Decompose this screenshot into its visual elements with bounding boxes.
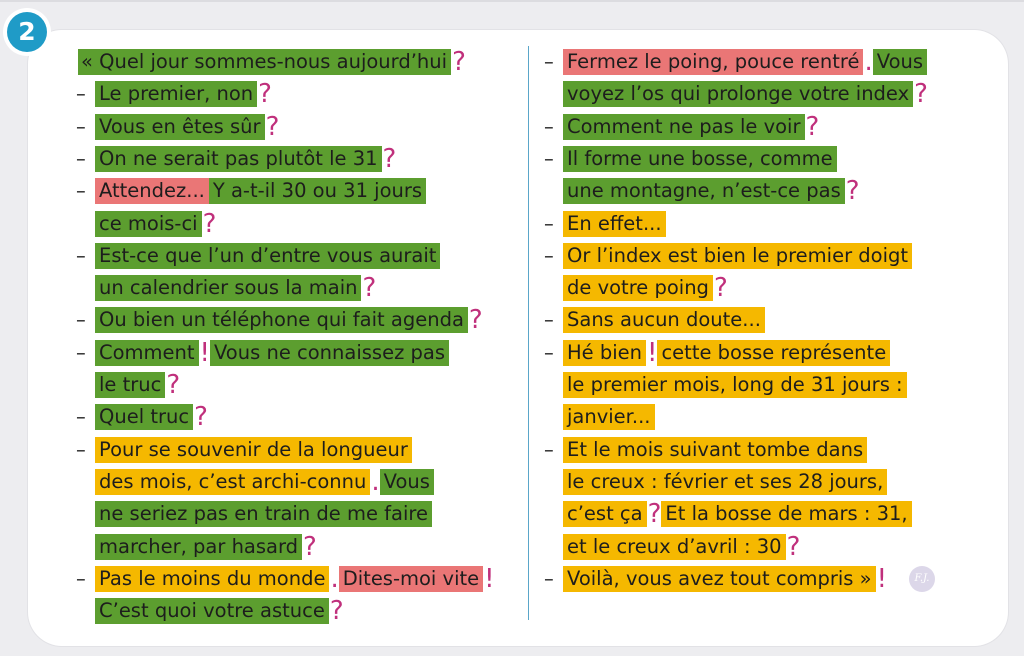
highlighted-text: Le premier, non: [95, 81, 257, 107]
highlighted-text: de votre poing: [563, 275, 713, 301]
dialogue-dash: –: [544, 340, 554, 364]
highlighted-text: ce mois-ci: [95, 211, 202, 237]
dialogue-line: [563, 499, 912, 530]
highlighted-text: Vous: [873, 49, 927, 75]
highlighted-text: En effet...: [563, 211, 666, 237]
highlighted-text: Attendez...: [95, 178, 209, 204]
punctuation-mark: ?: [166, 370, 181, 400]
punctuation-mark: ?: [329, 596, 344, 627]
dialogue-line: [76, 111, 280, 142]
highlighted-text: Est-ce que l’un d’entre vous aurait: [95, 243, 440, 269]
dialogue-line: [76, 337, 449, 368]
dialogue-dash: –: [76, 146, 86, 170]
punctuation-mark: ?: [194, 402, 208, 433]
dialogue-line: [76, 305, 483, 336]
dialogue-line: [76, 143, 397, 174]
highlighted-text: Vous ne connaissez pas: [210, 340, 449, 366]
dialogue-line: [76, 437, 412, 463]
highlighted-text: une montagne, n’est-ce pas: [563, 178, 845, 204]
dialogue-dash: –: [544, 308, 554, 332]
punctuation-mark: ?: [265, 111, 280, 142]
punctuation-mark: !: [199, 337, 210, 368]
highlighted-text: le truc: [95, 372, 165, 398]
highlighted-text: Quel truc: [95, 404, 193, 430]
punctuation-mark: ?: [452, 47, 466, 77]
highlighted-text: c’est ça: [563, 501, 647, 527]
dialogue-dash: –: [76, 340, 86, 364]
dialogue-line: [76, 79, 272, 110]
dialogue-line: [76, 178, 426, 204]
highlighted-text: Comment: [95, 340, 199, 366]
dialogue-line: [95, 372, 180, 398]
highlighted-text: Pour se souvenir de la longueur: [95, 437, 412, 463]
highlighted-text: le premier mois, long de 31 jours :: [563, 372, 907, 398]
dialogue-line: [563, 79, 928, 110]
highlighted-text: Vous en êtes sûr: [95, 114, 265, 140]
dialogue-line: [544, 307, 765, 333]
highlighted-text: Ou bien un téléphone qui fait agenda: [95, 307, 468, 333]
dialogue-dash: –: [544, 50, 554, 73]
dialogue-dash: –: [76, 82, 86, 106]
highlighted-text: Dites-moi vite: [339, 566, 483, 592]
punctuation-mark: .: [864, 47, 873, 77]
dialogue-line: [563, 469, 887, 495]
dialogue-line: [95, 531, 317, 562]
punctuation-mark: ?: [382, 143, 397, 174]
dialogue-line: [95, 596, 344, 627]
dialogue-dash: –: [76, 437, 86, 461]
punctuation-mark: ?: [202, 208, 217, 239]
highlighted-text: janvier...: [563, 404, 655, 430]
highlighted-text: Et la bosse de mars : 31,: [661, 501, 911, 527]
highlighted-text: un calendrier sous la main: [95, 275, 361, 301]
highlighted-text: voyez l’os qui prolonge votre index: [563, 81, 913, 107]
dialogue-dash: –: [544, 146, 554, 170]
highlighted-text: cette bosse représente: [657, 340, 890, 366]
highlighted-text: « Quel jour sommes-nous aujourd’hui: [78, 49, 451, 75]
punctuation-mark: ?: [786, 531, 801, 562]
dialogue-dash: –: [544, 211, 554, 235]
punctuation-mark: ?: [647, 499, 662, 530]
highlighted-text: Vous: [380, 469, 434, 495]
dialogue-dash: –: [544, 566, 554, 590]
highlighted-text: Pas le moins du monde: [95, 566, 329, 592]
dialogue-line: [76, 243, 440, 269]
highlighted-text: Comment ne pas le voir: [563, 114, 805, 140]
punctuation-mark: .: [371, 466, 380, 497]
dialogue-line: [563, 531, 801, 562]
dialogue-line: [544, 337, 890, 368]
dialogue-line: [544, 563, 888, 594]
punctuation-mark: !: [484, 563, 495, 594]
highlighted-text: Hé bien: [563, 340, 646, 366]
highlighted-text: Fermez le poing, pouce rentré: [563, 49, 863, 75]
punctuation-mark: ?: [258, 79, 272, 110]
dialogue-dash: –: [76, 114, 86, 138]
punctuation-mark: .: [330, 563, 339, 594]
dialogue-line: [76, 563, 495, 594]
dialogue-dash: –: [76, 179, 86, 203]
highlighted-text: Or l’index est bien le premier doigt: [563, 243, 912, 269]
dialogue-dash: –: [76, 405, 86, 429]
dialogue-dash: –: [76, 243, 86, 267]
punctuation-mark: !: [876, 563, 888, 594]
dialogue-line: [544, 146, 837, 172]
top-rule: [0, 0, 1024, 2]
dialogue-line: [76, 402, 208, 433]
highlighted-text: Sans aucun doute...: [563, 307, 765, 333]
highlighted-text: et le creux d’avril : 30: [563, 534, 786, 560]
highlighted-text: Il forme une bosse, comme: [563, 146, 837, 172]
punctuation-mark: ?: [362, 273, 377, 304]
dialogue-line: [544, 211, 666, 237]
dialogue-line: [544, 111, 820, 142]
highlighted-text: Et le mois suivant tombe dans: [563, 437, 867, 463]
dialogue-line: [563, 176, 860, 207]
dialogue-line: [95, 273, 377, 304]
dialogue-line: [544, 437, 867, 463]
punctuation-mark: ?: [805, 111, 820, 142]
highlighted-text: On ne serait pas plutôt le 31: [95, 146, 382, 172]
dialogue-dash: –: [544, 437, 554, 461]
dialogue-dash: –: [76, 566, 86, 590]
exercise-number-badge: 2: [7, 12, 47, 52]
dialogue-line: [563, 404, 655, 430]
dialogue-dash: –: [544, 243, 554, 267]
author-signature: F.J.: [909, 566, 935, 592]
highlighted-text: des mois, c’est archi-connu: [95, 469, 370, 495]
highlighted-text: Y a-t-il 30 ou 31 jours: [209, 178, 426, 204]
dialogue-line: [95, 466, 434, 497]
dialogue-dash: –: [544, 114, 554, 138]
punctuation-mark: ?: [713, 273, 728, 304]
highlighted-text: C’est quoi votre astuce: [95, 598, 329, 624]
highlighted-text: ne seriez pas en train de me faire: [95, 501, 432, 527]
dialogue-line: [563, 372, 907, 398]
punctuation-mark: ?: [468, 305, 483, 336]
punctuation-mark: ?: [303, 531, 317, 562]
dialogue-line: [544, 243, 912, 269]
punctuation-mark: ?: [845, 176, 860, 207]
column-divider: [528, 46, 529, 620]
dialogue-line: [95, 501, 432, 527]
punctuation-mark: !: [647, 337, 658, 368]
highlighted-text: marcher, par hasard: [95, 534, 302, 560]
highlighted-text: Voilà, vous avez tout compris »: [563, 566, 876, 592]
dialogue-line: [95, 208, 217, 239]
dialogue-line: [544, 47, 927, 77]
dialogue-line: [563, 273, 728, 304]
punctuation-mark: ?: [914, 79, 928, 110]
dialogue-line: [78, 49, 466, 75]
highlighted-text: le creux : février et ses 28 jours,: [563, 469, 887, 495]
dialogue-dash: –: [76, 308, 86, 332]
